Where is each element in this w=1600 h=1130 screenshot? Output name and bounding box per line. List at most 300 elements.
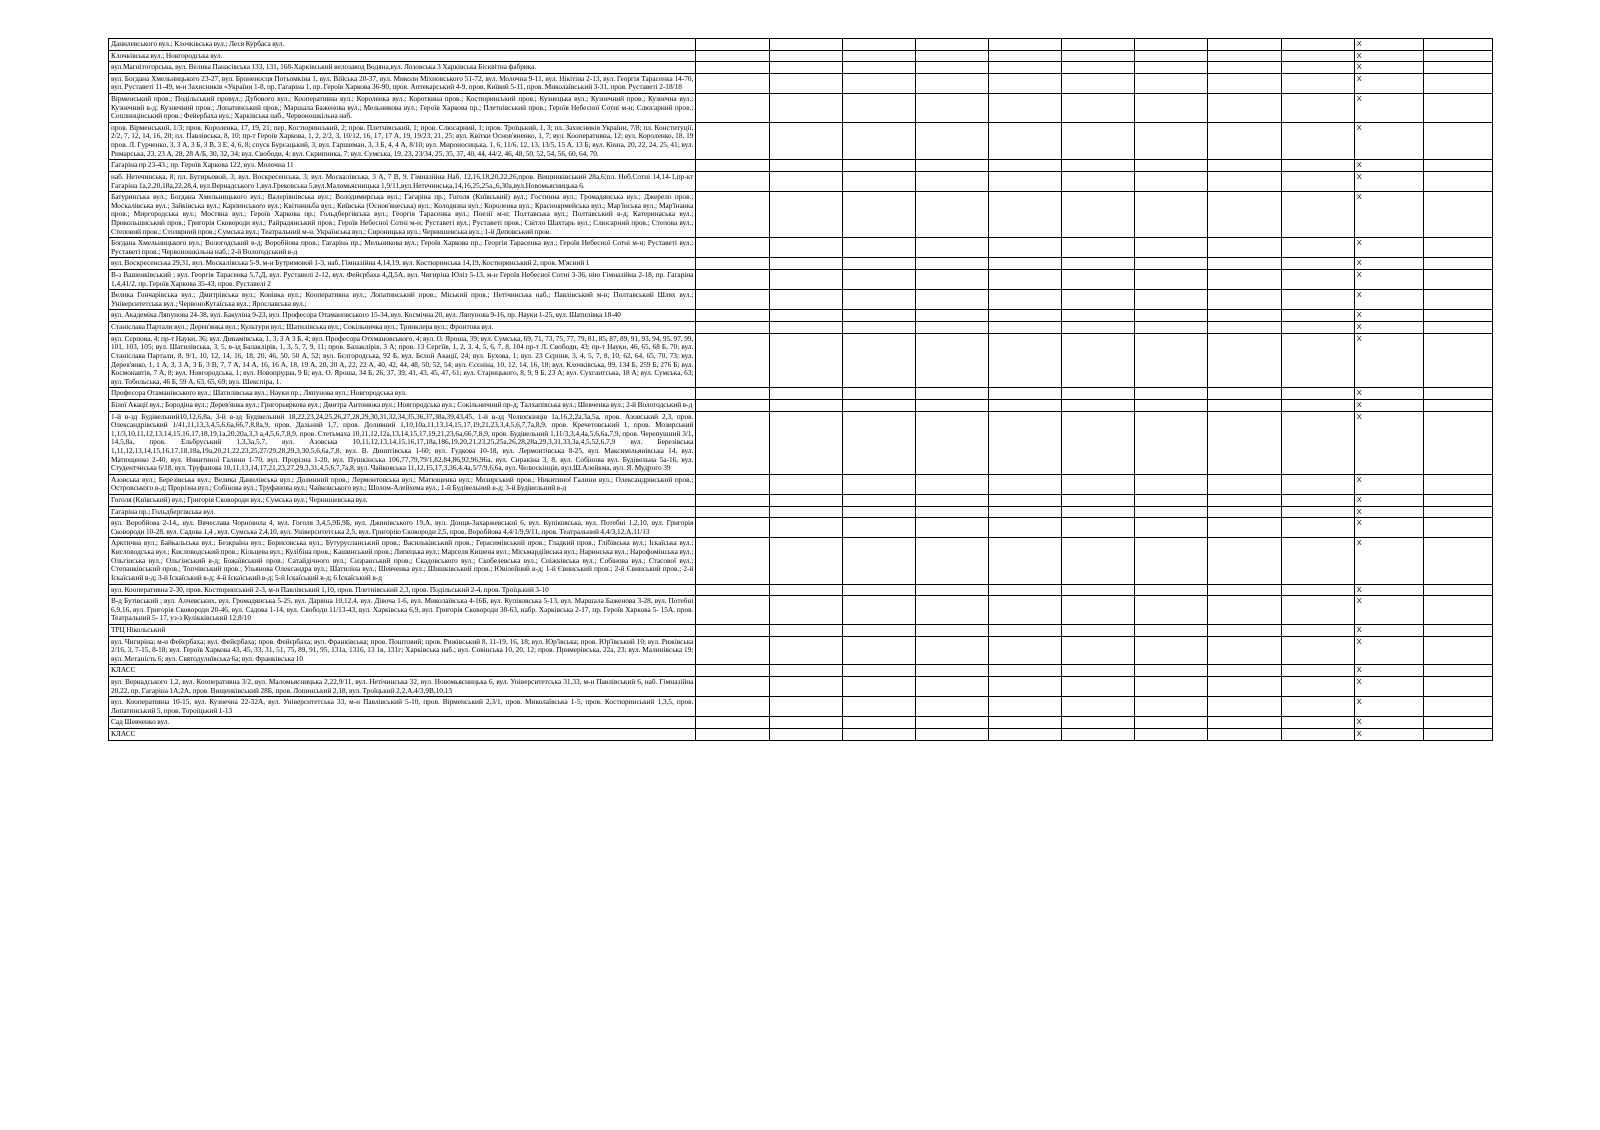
empty-cell <box>915 73 988 93</box>
empty-cell <box>1062 596 1135 625</box>
empty-cell <box>1281 310 1354 322</box>
mark-cell: X <box>1354 39 1423 51</box>
empty-cell <box>842 39 915 51</box>
empty-cell <box>989 411 1062 474</box>
empty-cell <box>842 94 915 123</box>
mark-cell: X <box>1354 122 1423 159</box>
empty-cell <box>842 729 915 741</box>
empty-cell <box>1423 73 1492 93</box>
table-row <box>109 665 1493 677</box>
empty-cell <box>915 506 988 518</box>
empty-cell <box>1423 322 1492 334</box>
street-list-cell: Станіслава Партали вул.; Дерев'янка вул.; Культури вул.; Шатилівська вул.; Сокільничка вул.; Тринклера вул.; Фронтова вул. <box>109 322 696 334</box>
street-list-cell: вул. Кооперативна 2-30, пров. Костюринський 2-3, м-н Павлівський 1,10, пров. Плетнівський 2,3, пров. Подільський 2-4, пров. Троїцький 3-10 <box>109 584 696 596</box>
street-list-cell: КЛАСС <box>109 729 696 741</box>
empty-cell <box>1062 192 1135 238</box>
empty-cell <box>842 290 915 310</box>
empty-cell <box>1281 122 1354 159</box>
empty-cell <box>1423 665 1492 677</box>
table-row <box>109 238 1493 258</box>
empty-cell <box>842 697 915 717</box>
empty-cell <box>1062 388 1135 400</box>
empty-cell <box>1281 39 1354 51</box>
street-list-cell: В-д Бутівський ; вул. Алчевських, вул. Громадянська 5-25, вул. Дарвіна 10,12,4, вул. Дівоча 1-6, вул. Миколаївська 4-16Б, вул. Купіковська 5-13, вул. Маршала Баженова 3-28, вул. Потебні 6,9,16, вул. Григорія Сковороди 20-46, вул. Садова 1-14, вул. Свободи 11/13-43, вул. Харківська 6,9, вул. Григорія Сковороди 38-63, набр. Харківська 2-17, пр. Героїв Харкова 5- 15А, пров. Театральний 5- 17, уз-з Кулікківський 12,8/10 <box>109 596 696 625</box>
empty-cell <box>842 665 915 677</box>
street-list-cell: Гагаріна пр.; Гольдбергівська вул. <box>109 506 696 518</box>
empty-cell <box>1281 538 1354 584</box>
table-row <box>109 160 1493 172</box>
empty-cell <box>1062 474 1135 494</box>
empty-cell <box>842 399 915 411</box>
empty-cell <box>769 258 842 270</box>
empty-cell <box>1423 518 1492 538</box>
table-row <box>109 399 1493 411</box>
empty-cell <box>1062 322 1135 334</box>
empty-cell <box>1062 495 1135 507</box>
empty-cell <box>696 596 769 625</box>
empty-cell <box>989 50 1062 62</box>
empty-cell <box>1135 333 1208 388</box>
empty-cell <box>1208 495 1281 507</box>
empty-cell <box>989 171 1062 191</box>
mark-cell: X <box>1354 258 1423 270</box>
empty-cell <box>1281 399 1354 411</box>
mark-cell: X <box>1354 729 1423 741</box>
empty-cell <box>1281 333 1354 388</box>
empty-cell <box>769 388 842 400</box>
empty-cell <box>989 697 1062 717</box>
empty-cell <box>1208 160 1281 172</box>
street-list-cell: Вірменський пров.; Подільський провул.; Дубового вул.; Кооперативна вул.; Короленка вул.; Короткина пров.; Костюринський пров.; Кузнецька вул.; Кузнечний пров.; Кузнечна вул.; Кузнечний в-д; Кузнечний пров.; Лопатинський пров.; Маршала Баженова вул.; Мельникова вул.; Героїв Харкова пр.; Плетнівський пров.; Героїв Небесної Сотні м-н; Слюсарний пров.; Соплинцівський пров.; Фейербаха вул.; Харківська наб., Червоношкільна наб. <box>109 94 696 123</box>
empty-cell <box>1423 333 1492 388</box>
empty-cell <box>1062 729 1135 741</box>
street-list-cell: Богдана Хмельницького вул.; Вологодський в-д; Воробйова пров.; Гагаріна пр.; Мельникова вул.; Героїв Харкова пр.; Георгія Тарасенка вул.; Героїв Небесної Сотні м-н; Руставеті вул.; Руставеті пров.; Червоношкільна наб.; 2-й Вологодський в-д <box>109 238 696 258</box>
empty-cell <box>1062 411 1135 474</box>
empty-cell <box>1208 122 1281 159</box>
empty-cell <box>1281 258 1354 270</box>
empty-cell <box>1135 717 1208 729</box>
empty-cell <box>1062 677 1135 697</box>
mark-cell: X <box>1354 160 1423 172</box>
street-list-cell: Сад Шевченко вул. <box>109 717 696 729</box>
table-body <box>109 39 1493 741</box>
empty-cell <box>1423 596 1492 625</box>
empty-cell <box>1062 506 1135 518</box>
table-row <box>109 122 1493 159</box>
empty-cell <box>1208 39 1281 51</box>
empty-cell <box>1423 495 1492 507</box>
empty-cell <box>842 518 915 538</box>
empty-cell <box>1135 474 1208 494</box>
empty-cell <box>1135 171 1208 191</box>
empty-cell <box>1062 697 1135 717</box>
mark-cell: X <box>1354 665 1423 677</box>
empty-cell <box>1135 160 1208 172</box>
empty-cell <box>842 171 915 191</box>
empty-cell <box>989 388 1062 400</box>
empty-cell <box>915 192 988 238</box>
empty-cell <box>769 665 842 677</box>
empty-cell <box>696 717 769 729</box>
empty-cell <box>1281 636 1354 665</box>
empty-cell <box>1062 333 1135 388</box>
street-list-cell: ТРЦ Нікольський <box>109 624 696 636</box>
empty-cell <box>696 677 769 697</box>
table-row <box>109 310 1493 322</box>
empty-cell <box>696 192 769 238</box>
street-list-cell: Данилевського вул.; Клочківська вул.; Леся Курбаса вул. <box>109 39 696 51</box>
table-row <box>109 474 1493 494</box>
empty-cell <box>1208 624 1281 636</box>
empty-cell <box>1135 122 1208 159</box>
mark-cell: X <box>1354 270 1423 290</box>
empty-cell <box>1135 270 1208 290</box>
empty-cell <box>696 333 769 388</box>
table-row <box>109 62 1493 74</box>
empty-cell <box>989 518 1062 538</box>
mark-cell: X <box>1354 310 1423 322</box>
empty-cell <box>696 322 769 334</box>
street-list-cell: вул. Сєрпова, 4; пр-т Науки, 36; вул. Динамівська, 1, 3, 3 А 3 Б, 4; вул. Професора Отхмановського, 4; вул. О. Яроша, 39; вул. Сумська, 69, 71, 73, 75, 77, 79, 81, 85, 87, 89, 91, 93, 94, 95, 97, 99, 101, 103, 105; вул. Шатилівська, 3, 5, в-зд Балаклірів, 1, 3, 5, 7, 9, 11; пров. Балаклірів, 3 А; пров. 13 Сергіїв, 1, 2, 3, 4, 5, 6, 7, 8, 104 пр-т Л. Свободи, 43; пр-т Науки, 46, 65, 68 Б, 70; вул. Станіслава Партали, 8, 9/1, 10, 12, 14, 16, 18, 20, 46, 50, 50 А, 52; вул. Бєлгородська, 92 Б, вул. Бєлой Акації, 24; вул. Бухова, 1; вул. 23 Сєрпня, 3, 4, 5, 7, 8, 10, 62, 64, 65, 70, 73; вул. Дерев'янко, 1, 1 А, 3, 3 А, 3 Б, 3 В, 7, 7 А, 14 А, 16, 16 А, 18, 19 А, 20, 20 А, 22, 22 А, 40, 42, 44, 48, 50, 52, 54; вул. Єсєніна, 10, 12, 14, 16, 18; вул. Клочківська, 99, 134 Б, 259 Б, 276 Б; вул. Космонавтів, 7 А, 8; вул. Новгородська, 1; вул. Новопрудна, 9 Б; вул. О. Яроша, 34 Б, 26, 37, 39, 41, 43, 45, 47, 61; вул. Старицького, 8, 9, 9 Б, 23 А; вул. Сухгаитська, 18 А; вул. Сумська, 63; вул. Тобольська, 46 Б, 59 А, 63, 65, 69; вул. Шекспіра, 1. <box>109 333 696 388</box>
empty-cell <box>1423 636 1492 665</box>
empty-cell <box>1062 122 1135 159</box>
mark-cell: X <box>1354 333 1423 388</box>
table-row <box>109 584 1493 596</box>
street-list-cell: Гоголя (Київський) вул.; Григорія Сковороди вул.; Сумська вул.; Чернишевська вул. <box>109 495 696 507</box>
empty-cell <box>1281 495 1354 507</box>
empty-cell <box>989 636 1062 665</box>
empty-cell <box>989 270 1062 290</box>
empty-cell <box>915 238 988 258</box>
empty-cell <box>1062 73 1135 93</box>
empty-cell <box>1062 399 1135 411</box>
empty-cell <box>1423 399 1492 411</box>
empty-cell <box>842 495 915 507</box>
mark-cell: X <box>1354 518 1423 538</box>
empty-cell <box>842 333 915 388</box>
empty-cell <box>1208 258 1281 270</box>
empty-cell <box>1062 171 1135 191</box>
empty-cell <box>915 697 988 717</box>
street-list-cell: вул. Воскресенська 29,31, вул. Москалівська 5-9, м-н Бутримовой 1-3, наб. Гімназійна 4,14,19, вул. Костюринська 14,19, Костюринський 2, пров. М'ясний 1 <box>109 258 696 270</box>
empty-cell <box>1135 665 1208 677</box>
table-row <box>109 596 1493 625</box>
empty-cell <box>1281 665 1354 677</box>
empty-cell <box>696 729 769 741</box>
empty-cell <box>769 411 842 474</box>
empty-cell <box>915 258 988 270</box>
mark-cell: X <box>1354 624 1423 636</box>
empty-cell <box>915 171 988 191</box>
empty-cell <box>842 538 915 584</box>
empty-cell <box>989 665 1062 677</box>
table-row <box>109 677 1493 697</box>
empty-cell <box>1062 584 1135 596</box>
empty-cell <box>1135 411 1208 474</box>
empty-cell <box>842 717 915 729</box>
street-list-cell: вул. Чигиріна; м-н Фейєрбаха; вул. Фейєрбаха; пров. Фейєрбаха; вул. Франківська; пров. Поштовий; пров. Рижівський 8, 11-19, 16, 18; вул. Юр'ївська; пров. Юр'ївський 10; вул. Рижівська 2/16, 3, 7-15, 8-18; вул. Героїв Харкова 43, 45, 33, 31, 51, 75, 89, 91, 95, 131а, 1316, 13 1в, 131г; Харківська наб.; вул. Совінська 10, 20, 12; пров. Примерівська, 22а, 23; вул. Малинівська 19: вул. Метаність 6; вул. Святодулиївська 6а; вул. Франківська 10 <box>109 636 696 665</box>
empty-cell <box>769 192 842 238</box>
empty-cell <box>1281 62 1354 74</box>
empty-cell <box>696 665 769 677</box>
table-row <box>109 73 1493 93</box>
empty-cell <box>1135 310 1208 322</box>
empty-cell <box>769 729 842 741</box>
empty-cell <box>1208 388 1281 400</box>
empty-cell <box>989 122 1062 159</box>
table-row <box>109 290 1493 310</box>
empty-cell <box>1281 73 1354 93</box>
empty-cell <box>1135 584 1208 596</box>
mark-cell: X <box>1354 495 1423 507</box>
empty-cell <box>769 697 842 717</box>
empty-cell <box>769 624 842 636</box>
empty-cell <box>696 122 769 159</box>
empty-cell <box>842 160 915 172</box>
empty-cell <box>915 665 988 677</box>
empty-cell <box>842 310 915 322</box>
empty-cell <box>1208 50 1281 62</box>
empty-cell <box>842 596 915 625</box>
empty-cell <box>696 171 769 191</box>
table-row <box>109 697 1493 717</box>
empty-cell <box>1423 388 1492 400</box>
empty-cell <box>1208 322 1281 334</box>
empty-cell <box>1281 729 1354 741</box>
empty-cell <box>769 160 842 172</box>
empty-cell <box>1281 94 1354 123</box>
empty-cell <box>696 270 769 290</box>
document-sheet <box>108 38 1493 741</box>
table-row <box>109 39 1493 51</box>
empty-cell <box>1208 717 1281 729</box>
empty-cell <box>915 160 988 172</box>
empty-cell <box>1281 697 1354 717</box>
empty-cell <box>1208 677 1281 697</box>
table-row <box>109 506 1493 518</box>
empty-cell <box>769 596 842 625</box>
empty-cell <box>1135 596 1208 625</box>
empty-cell <box>915 624 988 636</box>
empty-cell <box>1062 160 1135 172</box>
empty-cell <box>1208 506 1281 518</box>
mark-cell: X <box>1354 474 1423 494</box>
empty-cell <box>1208 290 1281 310</box>
empty-cell <box>1281 270 1354 290</box>
empty-cell <box>696 538 769 584</box>
empty-cell <box>989 310 1062 322</box>
empty-cell <box>769 94 842 123</box>
mark-cell: X <box>1354 411 1423 474</box>
table-row <box>109 411 1493 474</box>
empty-cell <box>989 333 1062 388</box>
empty-cell <box>842 192 915 238</box>
empty-cell <box>989 73 1062 93</box>
empty-cell <box>1208 94 1281 123</box>
empty-cell <box>1135 238 1208 258</box>
street-list-cell: КЛАСС <box>109 665 696 677</box>
empty-cell <box>1135 290 1208 310</box>
table-row <box>109 624 1493 636</box>
empty-cell <box>989 717 1062 729</box>
mark-cell: X <box>1354 192 1423 238</box>
empty-cell <box>1423 506 1492 518</box>
empty-cell <box>1208 270 1281 290</box>
street-list-cell: Арктична вул.; Байкальська вул.; Безкраїна вул.; Борисовська вул.; Бутурусланський пров.; Васильківський пров.; Герасимівський пров.; Гладкий пров.; Глібівська вул.; Іскаїська вул.; Кисловодська вул.; Кисловодський пров.; Кільцева вул.; Кулібіна пров.; Кашинський пров.; Липецька вул.; Марселя Кишена вул.; Місьмардіївська вул.; Наринська вул.; Нарофомінська вул.; Ольгінська вул.; Ольгінський в-д; Божаївський пров.; Сатайдічного вул.; Сизранський пров.; Скадовського вул.; Скобелевська вул.; Сніжківська вул.; Собінова вул.; Стасової вул.; Степанківський пров.; Топчівський пров.; Ульянова Олександра вул.; Шатиліна вул.; Шевченка вул.; Шишківський пров.; Ювілейний в-д; 1-й Євинський пров.; 2-й Євинський пров.; 2-й Іскаїський в-д; 3-й Іскаїський в-д; 4-й Іскаїський в-д; 5-й Іскаїський в-д; 6 Іскаїський в-д <box>109 538 696 584</box>
empty-cell <box>842 677 915 697</box>
empty-cell <box>1135 495 1208 507</box>
street-list-cell: вул. Богдана Хмельницького 23-27, вул. Броненосця Потьомкіна 1, вул. Війська 20-37, вул. Миколи Міхновського 51-72, вул. Молочна 9-11, вул. Нікітіна 2-13, вул. Георгія Тарасенка 14-70, вул. Руставеті 11-49, м-н Захисників «України 1-8, пр. Гагаріна 1, пр. Героїв Харкова 36-90, пров. Аптекарський 4-9, пров. Київий 5-11, пров. Миколаївський 3-31, пров. Руставеті 2-18/18 <box>109 73 696 93</box>
empty-cell <box>989 474 1062 494</box>
empty-cell <box>1423 290 1492 310</box>
empty-cell <box>1208 636 1281 665</box>
empty-cell <box>1135 322 1208 334</box>
empty-cell <box>769 474 842 494</box>
empty-cell <box>1135 192 1208 238</box>
empty-cell <box>1208 697 1281 717</box>
mark-cell: X <box>1354 677 1423 697</box>
empty-cell <box>915 729 988 741</box>
empty-cell <box>915 388 988 400</box>
empty-cell <box>1423 160 1492 172</box>
empty-cell <box>1423 624 1492 636</box>
empty-cell <box>915 596 988 625</box>
empty-cell <box>1062 538 1135 584</box>
empty-cell <box>915 270 988 290</box>
table-row <box>109 171 1493 191</box>
empty-cell <box>769 122 842 159</box>
empty-cell <box>1062 94 1135 123</box>
empty-cell <box>915 518 988 538</box>
empty-cell <box>696 697 769 717</box>
empty-cell <box>1281 474 1354 494</box>
empty-cell <box>1423 538 1492 584</box>
empty-cell <box>989 677 1062 697</box>
empty-cell <box>1423 697 1492 717</box>
empty-cell <box>696 50 769 62</box>
empty-cell <box>1281 290 1354 310</box>
street-list-cell: Клочківська вул.; Новгородська вул. <box>109 50 696 62</box>
mark-cell: X <box>1354 717 1423 729</box>
empty-cell <box>1423 310 1492 322</box>
empty-cell <box>769 495 842 507</box>
mark-cell: X <box>1354 50 1423 62</box>
empty-cell <box>1062 636 1135 665</box>
empty-cell <box>915 495 988 507</box>
empty-cell <box>769 270 842 290</box>
empty-cell <box>1423 270 1492 290</box>
empty-cell <box>696 399 769 411</box>
street-list-cell: Професора Отаманівського вул.; Шатилівська вул.; Науки пр.; Ляпунова вул.; Новгородська вул. <box>109 388 696 400</box>
street-list-cell: наб. Нетечинська, 8; пл. Бутирьовой, 3; вул. Воскресенська, 3; вул. Москалівська, 3 А, 7 В, 9. Гімназійна Наб. 12,16,18,20,22,26,пров. Вищинківський 28а,6;пл. Неб.Сотні 14,14-1,пр-кт Гагаріна 1а,2,20,18а,22,28,4, вул.Вернадського 1,вул.Грековська 5,вул.Маломьясницька 1,9/11,вул.Нетечинська,14,16,25,25а,,6,30а,вул.Новомьясницька 6. <box>109 171 696 191</box>
empty-cell <box>1281 50 1354 62</box>
empty-cell <box>842 62 915 74</box>
empty-cell <box>1423 192 1492 238</box>
empty-cell <box>1281 411 1354 474</box>
empty-cell <box>989 399 1062 411</box>
empty-cell <box>1208 474 1281 494</box>
empty-cell <box>696 624 769 636</box>
empty-cell <box>1208 411 1281 474</box>
empty-cell <box>989 729 1062 741</box>
empty-cell <box>769 636 842 665</box>
empty-cell <box>1062 62 1135 74</box>
street-list-cell: вул.Магнітогорська, вул. Велика Панасівська 133, 131, 168-Харківський велозавод Водяна,вул. Лозовська 3 Харківська Бісквітна фабрика. <box>109 62 696 74</box>
table-row <box>109 538 1493 584</box>
empty-cell <box>989 94 1062 123</box>
empty-cell <box>989 160 1062 172</box>
street-list-cell: 1-й в-зд Будівельний10,12,6,8а, 3-й в-зд Будівельний 18,22,23,24,25,26,27,28,29,30,31,32,34,35,36,37,38а,39,43,45, 1-й в-зд Челюскінців 1а,16,2,2а,3а,5а, пров. Азовський 2,3, пров. Олександрівський 1/41,11,13,3,4,5,6,6а,66,7,8,8а,9, пров. Дальний 1,7, пров. Доливний 1,10,10а,11,13,14,15,17,19,21,23,3,4,5,6,7,7а,8,9, пров. Кречетовський 1, пров. Мозирський 1,1/3,10,11,12,13,14,15,16,17,18,19,1а,20,20а,3,3 а,4,5,6,7,8,9, пров. Стетьмаха 10,11,12,12а,13,14,15,17,19,21,23,6а,66,7,8,9, пров. Будівельний 1,11/3,3,4,4а,5,6,6а,7,9, пров. Черепушний 3/1, 14,5,8а, пров. Ельбруський 1,3,3а,5,7, вул. Азовська 10,11,12,13,14,15,16,17,18а,186,19,20,21,23,25,25а,26,28,28а,29,3,31,33,3а,4,5,52,6,7,9 вул. Березівська 1,11,12,13,14,15,16,17,18,18а,19а,20,21,22,23,25,27/29,28,29,3,30,5,6,6а,7,8, вул. В. Динитівська 1-60; вул. Гудкова 10-18, вул. Лермонтівська 8-25, вул. Максимільянівська 14, вул. Матющенко 2-40, вул. Никитиної Галини 1-70, вул. Прорізна 1-20, вул. Пушкінська 106,77,79,79/1,82,84,86,92,96,96а, вул. Сиракіна 3, 8, вул. Собінова вул. Будівельна 5а-16, вул. Студентчиська 6/18, вул. Труфанова 10,11,13,14,17,21,23,27,29,3,31,4,5,6,7,7а,8, вул. Чайковська 11,12,15,17,3,36,4,4а,5/7/9,6,6а, вул. Челюскінців, вул.Ш.Алейкма, вул. Я. Мудрого 39 <box>109 411 696 474</box>
street-list-cell: Гагаріна пр 23-43.; пр. Героїв Харкова 122, вул. Молочна 11 <box>109 160 696 172</box>
table-row <box>109 258 1493 270</box>
empty-cell <box>915 538 988 584</box>
empty-cell <box>842 636 915 665</box>
empty-cell <box>696 310 769 322</box>
empty-cell <box>915 677 988 697</box>
table-row <box>109 333 1493 388</box>
empty-cell <box>915 122 988 159</box>
street-list-cell: Велика Гончарівська вул.; Дмитрівська вул.; Конівка вул.; Кооперативна вул.; Лопатинський пров.; Міський пров.; Нетічинська наб.; Павлівський м-н; Полтавський Шлях вул.; Університетська вул.; ЧервоноКутаїська вул.; Ярославська вул.; <box>109 290 696 310</box>
empty-cell <box>1423 122 1492 159</box>
empty-cell <box>989 624 1062 636</box>
empty-cell <box>1208 171 1281 191</box>
empty-cell <box>915 333 988 388</box>
table-row <box>109 729 1493 741</box>
empty-cell <box>1135 50 1208 62</box>
empty-cell <box>989 322 1062 334</box>
empty-cell <box>1281 506 1354 518</box>
empty-cell <box>769 399 842 411</box>
empty-cell <box>842 506 915 518</box>
empty-cell <box>1208 518 1281 538</box>
empty-cell <box>1281 584 1354 596</box>
empty-cell <box>1281 596 1354 625</box>
empty-cell <box>1208 333 1281 388</box>
empty-cell <box>769 39 842 51</box>
empty-cell <box>1423 50 1492 62</box>
empty-cell <box>915 411 988 474</box>
empty-cell <box>842 411 915 474</box>
street-list-cell: вул. Академіка Ляпунова 24-38, вул. Бакуліна 9-23, вул. Професора Отамановського 15-34, вул. Космічна 20, вул. Ляпунова 9-16, пр. Науки 1-25, вул. Шатилівка 18-40 <box>109 310 696 322</box>
empty-cell <box>696 506 769 518</box>
table-row <box>109 270 1493 290</box>
empty-cell <box>696 474 769 494</box>
empty-cell <box>915 39 988 51</box>
empty-cell <box>1208 596 1281 625</box>
empty-cell <box>1135 94 1208 123</box>
empty-cell <box>842 238 915 258</box>
empty-cell <box>769 333 842 388</box>
empty-cell <box>1423 171 1492 191</box>
empty-cell <box>1062 665 1135 677</box>
table-row <box>109 192 1493 238</box>
empty-cell <box>842 624 915 636</box>
empty-cell <box>696 238 769 258</box>
empty-cell <box>1281 677 1354 697</box>
mark-cell: X <box>1354 506 1423 518</box>
empty-cell <box>1281 624 1354 636</box>
mark-cell: X <box>1354 322 1423 334</box>
street-list-cell: Білої Акації вул.; Бородіна вул.; Дерев'янка вул.; Григорьяркова вул.; Дмитра Антонюка вул.; Новгородська вул.; Сокільничний пр-д; Талхапівська вул.; Шевченка вул.; 2-й Вологодський в-д <box>109 399 696 411</box>
empty-cell <box>915 62 988 74</box>
empty-cell <box>989 258 1062 270</box>
empty-cell <box>1135 506 1208 518</box>
empty-cell <box>915 584 988 596</box>
street-list-cell: пров. Вірменський, 1/3; пров. Короленка, 17, 19, 21; пер. Костюринський, 2; пров. Плетнівський, 1; пров. Слюсарний, 1; пров. Троїцький, 1, 3; пл. Захисників України, 7/8; пл. Конституції, 2/2, 7, 12, 14, 16, 20; пл. Павлівська, 8, 10; пр-т Героїв Харкова, 1, 2, 2/2, 3, 10/12, 16, 17, 17 А, 19, 19/23, 21, 25; вул. Квітки Основ'яненко, 1, 7; вул. Кооперативна, 12; вул. Короленко, 18, 19 пров. Л. Гурченко, 3, 3 А, 3 Б, 3 В, 3 Е, 4, 6, 8; спуск Бурсацький, 3; вул. Гаршиман, 3, 3 Б, 4, 4 А, 8/10; вул. Мироносицька, 1, 6, 11/6, 12, 13, 13/5, 15 А, 13 Б; вул. Кінна, 20, 22, 24, 25, 41; вул. Римарська, 23, 23 А, 28, 28 А/Б, 30, 32, 34; вул. Свободи, 4; вул. Скрипника, 7; вул. Сумська, 19, 23, 23/34, 25, 35, 37, 40, 44, 44/2, 46, 48, 50, 52, 54, 56, 60, 64, 70. <box>109 122 696 159</box>
table-row <box>109 94 1493 123</box>
empty-cell <box>1208 238 1281 258</box>
mark-cell: X <box>1354 171 1423 191</box>
